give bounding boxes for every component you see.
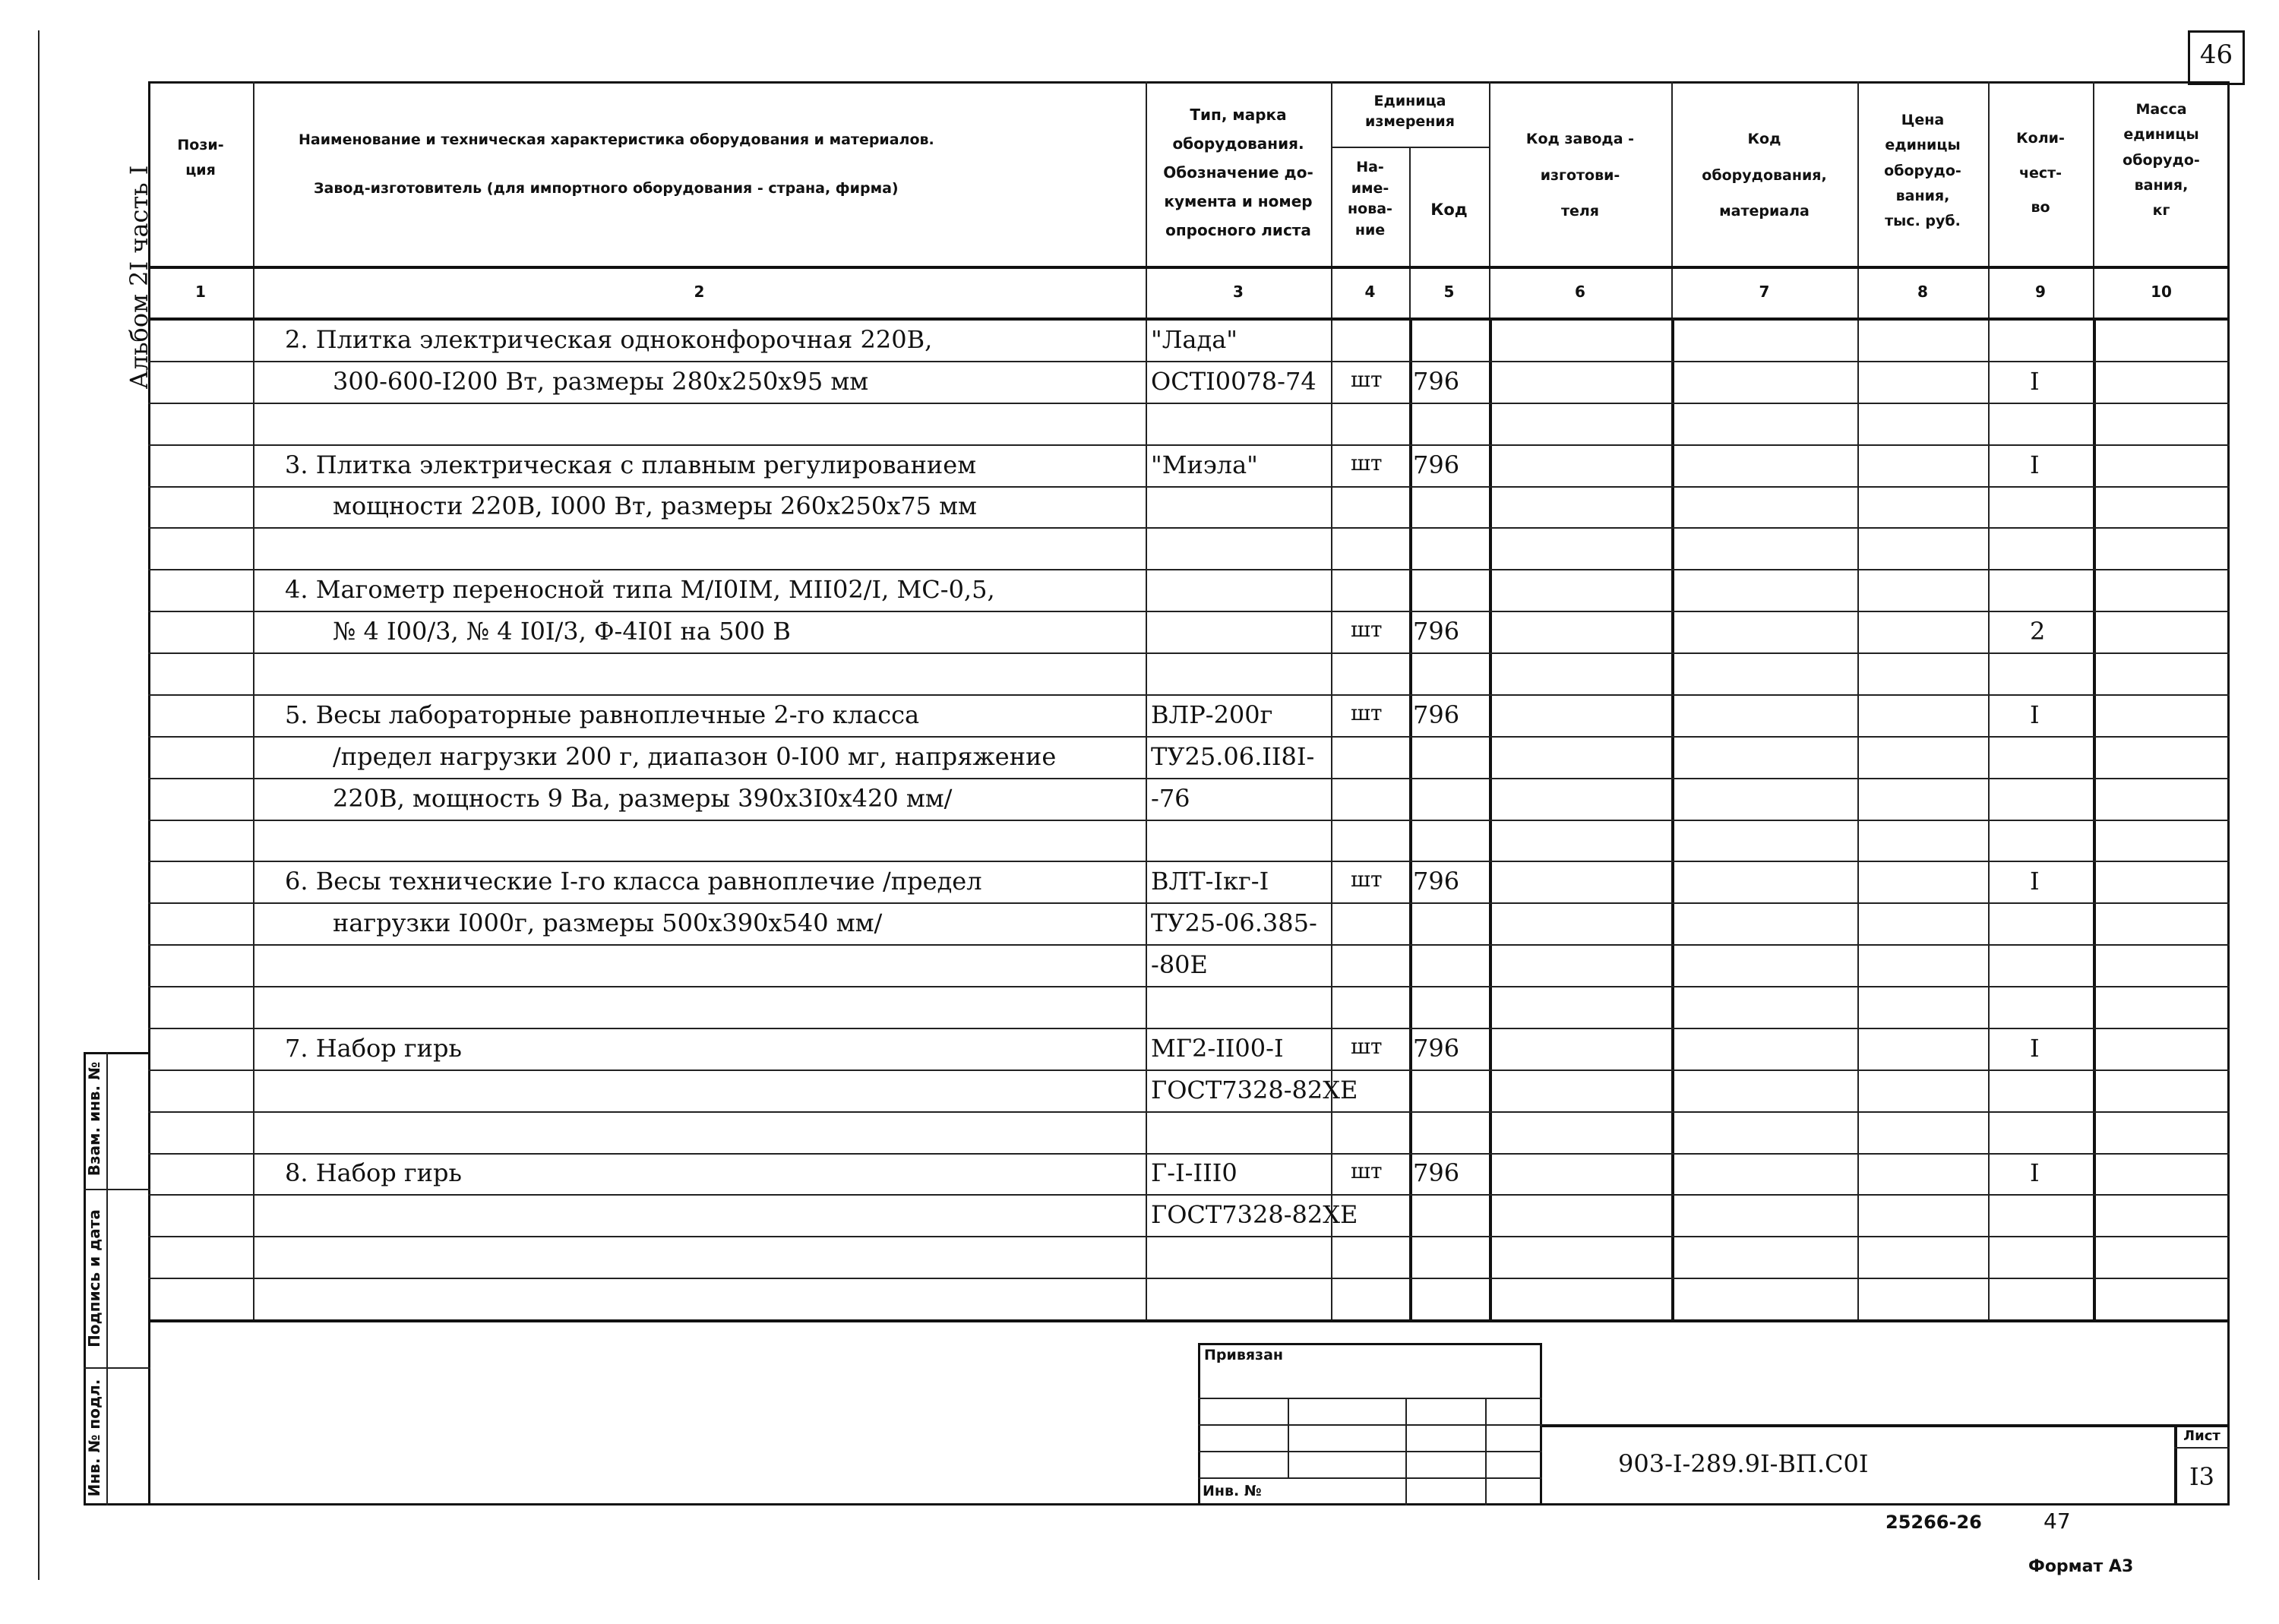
album-label: Альбом 2I часть I (125, 165, 153, 390)
document-code: 903-I-289.9I-ВП.С0I (1618, 1449, 1869, 1478)
item-type: Г-I-III0 (1151, 1158, 1237, 1188)
row-line (148, 1153, 2230, 1155)
side-stamp-podpis: Подпись и дата (85, 1209, 103, 1348)
table-row (148, 1111, 2230, 1153)
order-number: 25266-26 (1885, 1512, 1982, 1533)
row-line (148, 736, 2230, 738)
order-suffix: 47 (2044, 1509, 2071, 1534)
row-line (148, 403, 2230, 404)
item-unit-code: 796 (1413, 617, 1460, 646)
row-line (148, 1028, 2230, 1029)
row-line (148, 778, 2230, 779)
item-type: ВЛР-200г (1151, 700, 1273, 729)
header-type: Тип, марка оборудования. Обозначение до- кумента и номер опросного листа (1163, 106, 1313, 239)
doc-code-top-line (1542, 1424, 2230, 1427)
column-number: 3 (1233, 283, 1244, 301)
item-name: мощности 220В, I000 Вт, размеры 260х250х75 мм (333, 491, 977, 521)
item-type: "Миэла" (1151, 450, 1258, 479)
item-unit: шт (1351, 366, 1383, 392)
item-name: 4. Магометр переносной типа М/I0IМ, МII02/I, МС-0,5, (285, 575, 995, 605)
header-unit-group: Единица измерения (1365, 93, 1455, 130)
header-position: Пози- ция (177, 137, 224, 179)
item-unit-code: 796 (1413, 867, 1460, 896)
table-row (148, 1236, 2230, 1278)
sheet-label: Лист (2183, 1428, 2221, 1444)
item-unit-code: 796 (1413, 700, 1460, 729)
side-stamp-vzam: Взам. инв. № (85, 1061, 103, 1177)
item-name: /предел нагрузки 200 г, диапазон 0-I00 мг, напряжение (333, 741, 1057, 771)
item-quantity: I (2030, 700, 2040, 729)
column-number: 5 (1443, 283, 1455, 301)
row-line (148, 527, 2230, 529)
table-row (148, 403, 2230, 444)
item-type: ТУ25-06.385- (1151, 908, 1317, 938)
item-quantity: I (2030, 450, 2040, 479)
item-name: № 4 I00/3, № 4 I0I/3, Ф-4I0I на 500 В (333, 617, 791, 646)
row-line (148, 694, 2230, 696)
item-type: -80Е (1151, 950, 1208, 979)
item-type: МГ2-II00-I (1151, 1033, 1284, 1063)
column-number: 8 (1917, 283, 1928, 301)
item-unit: шт (1351, 700, 1383, 725)
item-unit: шт (1351, 1033, 1383, 1059)
binding-line (38, 30, 40, 1580)
item-type: ВЛТ-Iкг-I (1151, 867, 1269, 896)
row-line (148, 1236, 2230, 1237)
header-unit-name: На- име- нова- ние (1348, 159, 1392, 239)
row-line (148, 861, 2230, 862)
row-line (148, 986, 2230, 987)
table-row (148, 820, 2230, 861)
row-line (148, 1194, 2230, 1196)
row-line (148, 1070, 2230, 1071)
item-name: 2. Плитка электрическая одноконфорочная 220В, (285, 324, 933, 354)
item-unit-code: 796 (1413, 366, 1460, 396)
item-quantity: I (2030, 366, 2040, 396)
row-line (148, 1278, 2230, 1279)
column-number: 10 (2151, 283, 2172, 301)
sheet-number: I3 (2189, 1462, 2214, 1491)
row-line (148, 611, 2230, 612)
item-unit: шт (1351, 867, 1383, 893)
header-name-line1: Наименование и техническая характеристика оборудования и материалов. (299, 131, 934, 148)
item-unit: шт (1351, 450, 1383, 476)
header-quantity: Коли- чест- во (2016, 130, 2065, 216)
item-quantity: I (2030, 1033, 2040, 1063)
item-quantity: I (2030, 1158, 2040, 1188)
item-unit: шт (1351, 617, 1383, 642)
item-unit: шт (1351, 1158, 1383, 1184)
inv-label: Инв. № (1203, 1483, 1262, 1499)
item-name: 300-600-I200 Вт, размеры 280х250х95 мм (333, 366, 869, 396)
row-line (148, 652, 2230, 654)
item-type: ГОСТ7328-82ХЕ (1151, 1075, 1358, 1104)
item-quantity: I (2030, 867, 2040, 896)
row-line (148, 444, 2230, 446)
item-type: ОСТI0078-74 (1151, 366, 1317, 396)
column-number: 1 (195, 283, 206, 301)
table-row (148, 652, 2230, 694)
item-quantity: 2 (2030, 617, 2046, 646)
table-row (148, 527, 2230, 569)
column-number: 9 (2035, 283, 2046, 301)
row-line (148, 569, 2230, 570)
column-number: 2 (694, 283, 705, 301)
item-name: 7. Набор гирь (285, 1033, 462, 1063)
item-type: ГОСТ7328-82ХЕ (1151, 1200, 1358, 1230)
row-line (148, 486, 2230, 488)
item-name: 8. Набор гирь (285, 1158, 462, 1188)
column-number: 4 (1364, 283, 1376, 301)
item-type: "Лада" (1151, 324, 1237, 354)
header-factory-code: Код завода - изготови- теля (1525, 131, 1635, 220)
table-row (148, 1278, 2230, 1319)
row-line (148, 1111, 2230, 1113)
row-line (148, 361, 2230, 362)
item-type: -76 (1151, 783, 1190, 813)
column-number: 7 (1759, 283, 1770, 301)
item-unit-code: 796 (1413, 1158, 1460, 1188)
item-type: ТУ25.06.II8I- (1151, 741, 1315, 771)
table-row (148, 986, 2230, 1028)
item-name: нагрузки I000г, размеры 500х390х540 мм/ (333, 908, 883, 938)
header-equipment-code: Код оборудования, материала (1702, 131, 1827, 220)
format-label: Формат А3 (2028, 1557, 2134, 1576)
header-unit-mass: Масса единицы оборудо- вания, кг (2123, 101, 2200, 219)
row-line (148, 944, 2230, 946)
item-unit-code: 796 (1413, 450, 1460, 479)
column-number: 6 (1575, 283, 1585, 301)
item-name: 220В, мощность 9 Ва, размеры 390х3I0х420 мм/ (333, 783, 953, 813)
header-name-line2: Завод-изготовитель (для импортного оборудования - страна, фирма) (314, 180, 899, 197)
tied-label: Привязан (1204, 1347, 1284, 1363)
header-unit-price: Цена единицы оборудо- вания, тыс. руб. (1884, 112, 1961, 229)
item-name: 5. Весы лабораторные равноплечные 2-го класса (285, 700, 920, 729)
header-unit-code: Код (1430, 201, 1468, 219)
item-unit-code: 796 (1413, 1033, 1460, 1063)
item-name: 6. Весы технические I-го класса равноплечие /предел (285, 867, 982, 896)
row-line (148, 820, 2230, 821)
side-stamp-divider (106, 1052, 108, 1506)
side-stamp-inv-podl: Инв. № подл. (85, 1379, 103, 1497)
row-line (148, 902, 2230, 904)
page-number: 46 (2199, 39, 2233, 70)
sheet-number-sep (2174, 1447, 2230, 1449)
item-name: 3. Плитка электрическая с плавным регулированием (285, 450, 977, 479)
